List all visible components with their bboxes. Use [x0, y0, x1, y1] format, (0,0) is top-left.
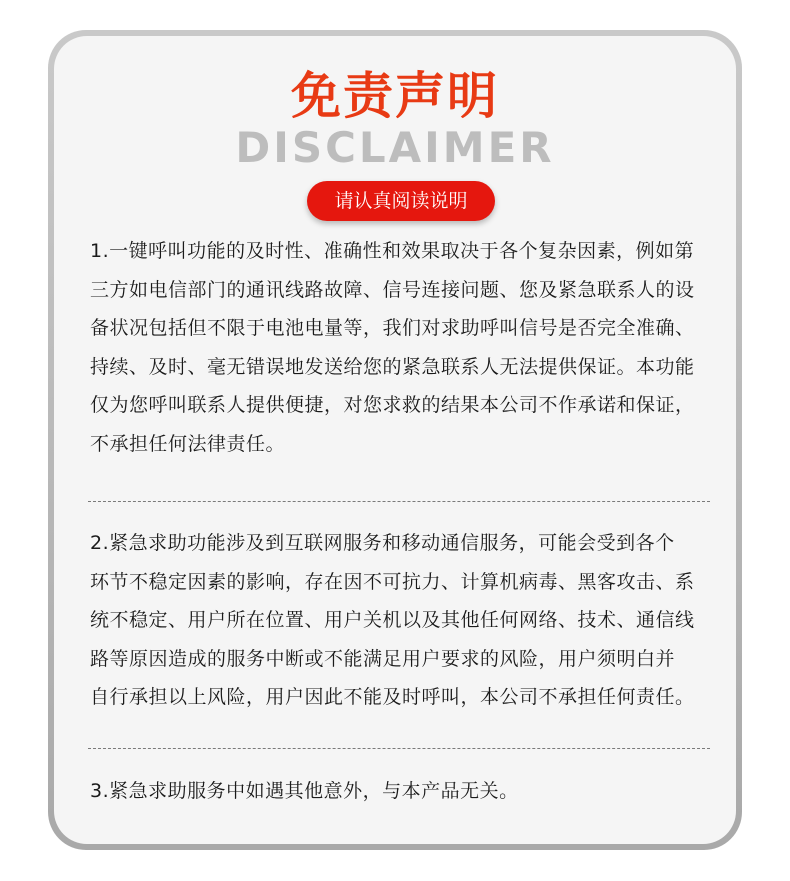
- page-subtitle: DISCLAIMER: [235, 123, 555, 172]
- section-divider: [88, 748, 710, 749]
- disclaimer-frame: [48, 30, 742, 850]
- page-title: 免责声明: [291, 67, 499, 125]
- read-notice-badge: 请认真阅读说明: [307, 181, 495, 221]
- disclaimer-section-3: 3.紧急求助服务中如遇其他意外，与本产品无关。: [90, 780, 519, 802]
- disclaimer-section-2: 2.紧急求助功能涉及到互联网服务和移动通信服务，可能会受到各个 环节不稳定因素的影响，存在因不可抗力、计算机病毒、黑客攻击、系 统不稳定、用户所在位置、用户关机以及其他任何网络、技术、通信线 路等原因造成的服务中断或不能满足用户要求的风险，用户须明白并 自行承担以上风险，用户因此不能及时呼叫，本公司不承担任何责任。: [90, 532, 695, 708]
- disclaimer-card: [54, 36, 736, 844]
- section-divider: [88, 501, 710, 502]
- disclaimer-section-1: 1.一键呼叫功能的及时性、准确性和效果取决于各个复杂因素，例如第 三方如电信部门的通讯线路故障、信号连接问题、您及紧急联系人的设 备状况包括但不限于电池电量等，我们对求助呼叫信号是否完全准确、 持续、及时、毫无错误地发送给您的紧急联系人无法提供保证。本功能 仅为您呼叫联系人提供便捷，对您求救的结果本公司不作承诺和保证， 不承担任何法律责任。: [90, 240, 695, 455]
